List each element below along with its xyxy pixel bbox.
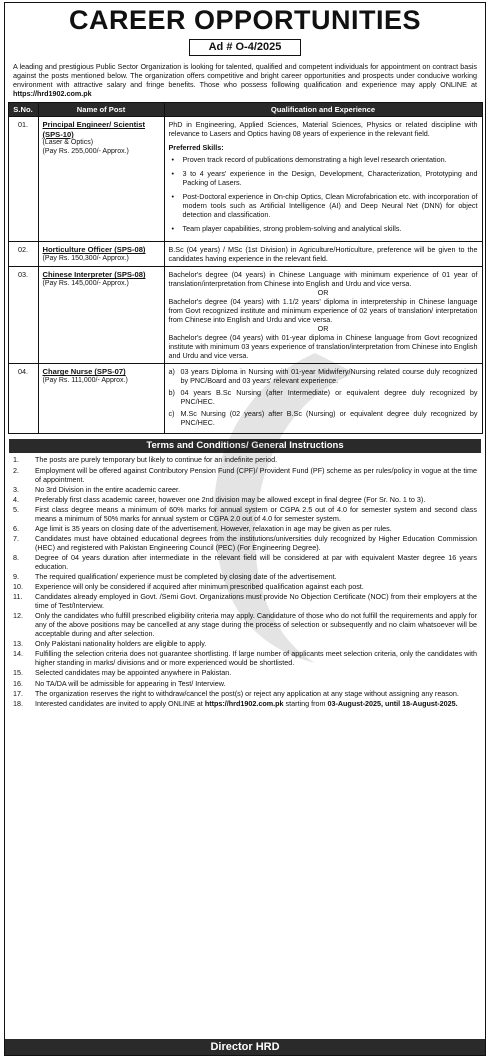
list-item (13, 535, 477, 553)
qualification-cell (164, 242, 482, 267)
term-number: 8. (13, 553, 19, 563)
list-item: • 3 to 4 years' experience in the Design, Development, Characterization, Prototyping and Packing of Lasers. (169, 169, 478, 187)
or-separator: OR (317, 324, 329, 334)
list-item (13, 456, 477, 465)
term-number: 17. (13, 688, 23, 698)
term-text: Degree of 04 years duration after intermediate in the relevant field will be considered at par with equivalent Master degree 16 years education. (35, 553, 477, 571)
list-item (13, 506, 477, 524)
table-row (8, 117, 482, 242)
intro-text: A leading and prestigious Public Sector Organization is looking for talented, qualified and competent individuals for appointment on contract basis against the posts mentioned below. The organization offers competitive and bright career opportunities and prospects under conducive working environment with attractive salary and fringe benefits. Those who possess following qualification and experience may apply ONLINE at (13, 62, 477, 89)
qualification-option-2: Bachelor's degree (04 years) with 1.1/2 years' diploma in interpretership in Chinese language from Govt recognized institute and minimum experience of 02 years of translation/ interpretation from Chinese into English and Urdu and vice versa. (168, 297, 478, 325)
qualification-option-3: Bachelor's degree (04 years) with 01-year diploma in Chinese language from Govt recognized institute with minimum 03 years experience of translation/interpretation from Chinese into English and Urdu and vice versa. (168, 333, 478, 361)
term-number: 18. (13, 698, 23, 708)
term-text: Candidates already employed in Govt. /Semi Govt. Organizations must provide No Objection Certificate (NOC) from their employers at the time of Test/Interview. (35, 592, 477, 611)
list-item (169, 388, 478, 406)
term-text: Age limit is 35 years on closing date of the advertisement. However, relaxation in age may be given as per rules. (35, 523, 392, 533)
advertisement-page (4, 2, 486, 1056)
row-sno: 03. (8, 267, 38, 364)
qualification-cell (164, 267, 482, 364)
term-number: 13. (13, 639, 23, 649)
apply-url[interactable]: https://hrd1902.com.pk (204, 698, 284, 708)
term-text: Fulfilling the selection criteria does not guarantee shortlisting. If large number of applicants meet selection criteria, only the candidates with higher standing in marks/ divisions and or more experienced would be shortlisted. (35, 649, 477, 668)
post-pay: (Pay Rs. 145,000/- Approx.) (42, 279, 129, 287)
post-name: Chinese Interpreter (SPS-08) (42, 270, 146, 280)
term-text (35, 700, 477, 709)
term-number: 2. (13, 465, 19, 475)
list-item: • Proven track record of publications demonstrating a high level research orientation. (169, 155, 478, 164)
table-row (8, 267, 482, 364)
term-text: First class degree means a minimum of 60% marks for annual system or CGPA 2.5 out of 4.0 for semester system and second class means a minimum of 50% marks for annual system or CGPA 2.0 out of 4.0 for semester system. (35, 504, 477, 523)
term-number: 12. (13, 611, 23, 621)
list-item (13, 525, 477, 534)
or-separator: OR (317, 288, 329, 298)
term-number: 6. (13, 523, 19, 533)
list-item (13, 640, 477, 649)
term-number: 16. (13, 678, 23, 688)
apply-dates: 03-August-2025, until 18-August-2025. (327, 698, 458, 708)
footer-signature: Director HRD (5, 1039, 485, 1055)
list-item (13, 496, 477, 505)
row-sno: 04. (8, 364, 38, 434)
qualification-option-1: Bachelor's degree (04 years) in Chinese Language with minimum experience of 01 year of translation/interpretation from Chinese into English and Urdu and vice versa. (168, 270, 478, 289)
post-name: Charge Nurse (SPS-07) (42, 367, 126, 377)
preferred-skills-title: Preferred Skills: (168, 143, 224, 153)
term-text: The required qualification/ experience must be completed by closing date of the advertisement. (35, 572, 337, 582)
terms-title: Terms and Conditions/ General Instructions (9, 439, 481, 453)
item-label: b) (168, 388, 175, 398)
page-title: CAREER OPPORTUNITIES (68, 5, 422, 35)
term-text: No 3rd Division in the entire academic career. (35, 484, 181, 494)
post-pay: (Pay Rs. 150,300/- Approx.) (42, 254, 129, 262)
apply-start-text: starting from (285, 698, 326, 708)
post-cell (38, 267, 164, 364)
post-name: Principal Engineer/ Scientist (SPS-10) (42, 120, 146, 139)
post-name: Horticulture Officer (SPS-08) (42, 245, 146, 255)
list-item (169, 409, 478, 427)
list-item (13, 690, 477, 699)
header-post: Name of Post (38, 103, 164, 117)
list-item (169, 367, 478, 385)
term-number: 11. (13, 592, 23, 602)
intro-paragraph (5, 62, 485, 98)
list-item (13, 486, 477, 495)
row-sno: 01. (8, 117, 38, 242)
list-item (13, 669, 477, 678)
list-item (13, 573, 477, 582)
table-row (8, 364, 482, 434)
list-item (13, 650, 477, 668)
term-number: 15. (13, 668, 23, 678)
posts-table (8, 102, 483, 434)
table-row (8, 242, 482, 267)
term-text: Only Pakistani nationality holders are eligible to apply. (35, 639, 207, 649)
post-pay: (Pay Rs. 255,000/- Approx.) (42, 147, 129, 155)
term-text: Preferably first class academic career, however one 2nd division may be allowed except in final degree (For Sr. No. 1 to 3). (35, 494, 426, 504)
item-label: c) (168, 409, 175, 419)
row-sno: 02. (8, 242, 38, 267)
list-item (13, 467, 477, 485)
qualification-text: B.Sc (04 years) / MSc (1st Division) in Agriculture/Horticulture, preference will be given to the candidates having experience in the relevant field. (168, 245, 478, 264)
header-qualification: Qualification and Experience (164, 103, 482, 117)
term-text: The organization reserves the right to withdraw/cancel the post(s) or reject any application at any stage without assigning any reason. (35, 688, 459, 698)
post-cell (38, 364, 164, 434)
term-text: Employment will be offered against Contributory Pension Fund (CPF)/ Provident Fund (PF) scheme as per rules/policy in vogue at the time of appointment. (35, 465, 477, 484)
post-pay: (Pay Rs. 111,000/- Approx.) (42, 376, 128, 384)
term-text: Experience will only be considered if acquired after minimum prescribed qualification against each post. (35, 582, 364, 592)
post-cell (38, 117, 164, 242)
header-sno: S.No. (8, 103, 38, 117)
table-header-row (8, 103, 482, 117)
skills-list (169, 155, 478, 233)
terms-list (5, 456, 485, 708)
list-item (13, 593, 477, 611)
term-number: 5. (13, 504, 19, 514)
post-specialization: (Laser & Optics) (42, 139, 94, 147)
term-text: Selected candidates may be appointed anywhere in Pakistan. (35, 668, 232, 678)
item-label: a) (168, 367, 175, 377)
term-number: 4. (13, 494, 19, 504)
term-number: 3. (13, 484, 19, 494)
item-text: M.Sc Nursing (02 years) after B.Sc (Nursing) or equivalent degree duly recognized by PNC/HEC. (180, 409, 478, 428)
term-text: Only the candidates who fulfill prescribed eligibility criteria may apply. Candidature of those who do not fulfill the requirements and apply for any of the above positions may be cancelled at any stage during the process of selection or subsequently and no claim whatsoever will be acceptable during and after selection. (35, 611, 477, 639)
item-text: 04 years B.Sc Nursing (after Intermediate) or equivalent degree duly recognized by PNC/HEC. (180, 388, 478, 407)
list-item (13, 700, 477, 709)
ad-number: Ad # O-4/2025 (189, 39, 301, 56)
post-cell (38, 242, 164, 267)
term-number: 7. (13, 533, 19, 543)
qualification-text: PhD in Engineering, Applied Sciences, Material Sciences, Physics or related discipline with relevance to Lasers and Optics having 08 years of experience in the relevant field. (168, 120, 478, 139)
list-item (13, 612, 477, 639)
qualification-cell (164, 117, 482, 242)
term-text: No TA/DA will be admissible for appearing in Test/ Interview. (35, 678, 226, 688)
list-item: • Post-Doctoral experience in On-chip Optics, Clean Microfabrication etc. with incorporation of modern tools such as Artificial Intelligence (AI) and Deep Neural Net (DNN) for object detection and classification. (169, 192, 478, 219)
list-item: • Team player capabilities, strong problem-solving and analytical skills. (169, 224, 478, 233)
list-item (13, 583, 477, 592)
apply-text: Interested candidates are invited to apply ONLINE at (35, 698, 203, 708)
item-text: 03 years Diploma in Nursing with 01-year Midwifery/Nursing related course duly recognized by PNC/Board and 03 years' relevant experience. (180, 367, 478, 386)
term-number: 9. (13, 572, 19, 582)
term-number: 1. (13, 455, 19, 465)
intro-url[interactable]: https://hrd1902.com.pk (13, 89, 92, 98)
qualification-cell (164, 364, 482, 434)
term-text: The posts are purely temporary but likely to continue for an indefinite period. (35, 455, 278, 465)
list-item (13, 554, 477, 572)
term-number: 10. (13, 582, 23, 592)
list-item (13, 680, 477, 689)
term-number: 14. (13, 649, 23, 659)
term-text: Candidates must have obtained educational degrees from the institutions/universities duly recognized by Higher Education Commission (HEC) and registered with Pakistan Engineering Council (PEC) (For Engineering Degree). (35, 533, 477, 552)
